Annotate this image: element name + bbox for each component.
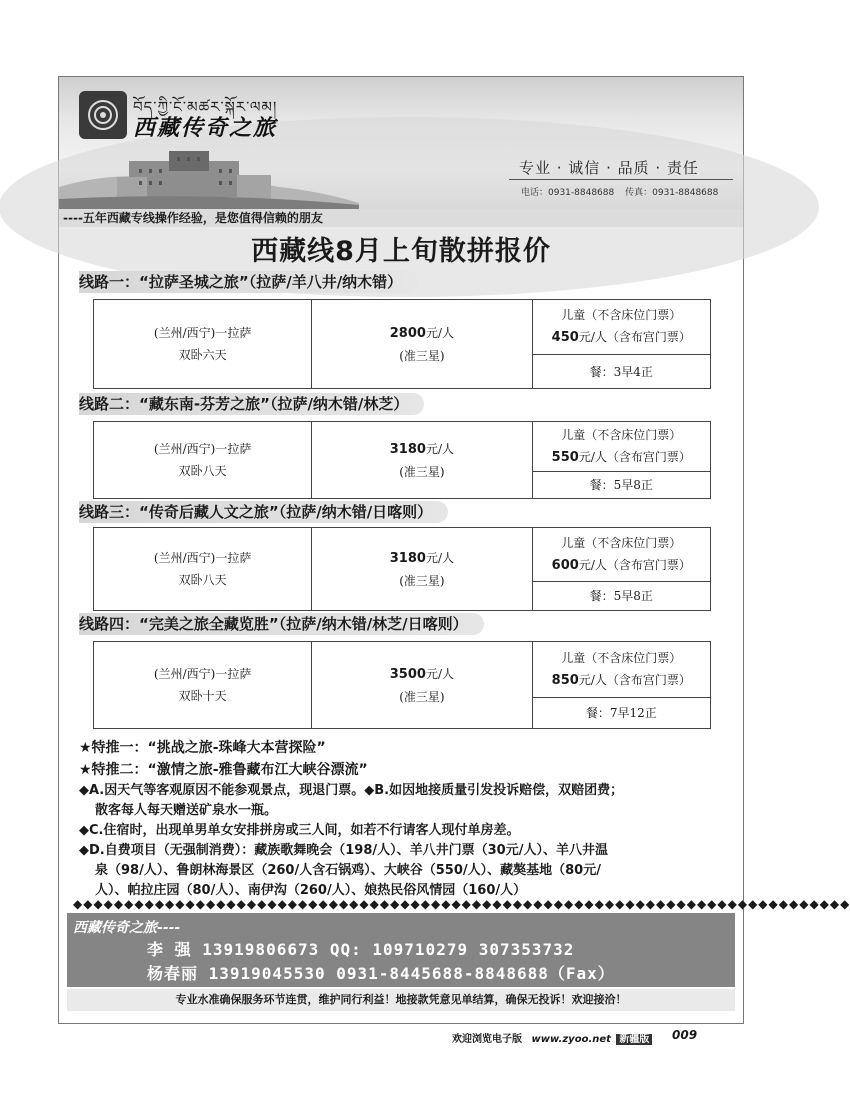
- child-label: 儿童（不含床位门票）: [561, 308, 682, 323]
- main-title: 西藏线8月上旬散拼报价: [251, 236, 551, 267]
- route-price: 2800: [389, 325, 426, 341]
- route-price-unit: 元/人: [425, 441, 454, 456]
- child-price: 550: [551, 449, 579, 465]
- route-1-table: [93, 299, 711, 389]
- route-hotel: (准三星): [399, 689, 445, 704]
- route-price-unit: 元/人: [425, 550, 454, 565]
- route-origin-cell: [94, 300, 312, 389]
- route-2-title: 线路二：“藏东南-芬芳之旅”（拉萨/纳木错/林芝）: [79, 393, 424, 415]
- note-d-cont-1: 泉（98/人）、鲁朗林海景区（260/人含石锅鸡）、大峡谷（550/人）、藏獒基地（80元/: [95, 863, 601, 878]
- potala-palace-icon: [59, 147, 359, 209]
- note-c: ◆C.住宿时，出现单男单女安排拼房或三人间，如若不行请客人现付单房差。: [79, 823, 520, 838]
- child-price-unit: 元/人（含布宫门票）: [578, 672, 691, 687]
- footer-slogan: 专业水准确保服务环节连贯，维护同行利益！地接款凭意见单结算，确保无投诉！欢迎接洽！: [67, 989, 735, 1011]
- route-price: 3500: [389, 666, 426, 682]
- route-price: 3180: [389, 550, 426, 566]
- child-price: 600: [551, 557, 579, 573]
- header-contact: [521, 185, 726, 198]
- route-price: 3180: [389, 441, 426, 457]
- route-3-table: [93, 527, 711, 611]
- route-origin: (兰州/西宁)一拉萨: [153, 326, 252, 340]
- child-price: 850: [551, 672, 579, 688]
- route-origin-cell: [94, 422, 312, 499]
- note-d-cont-2: 人）、帕拉庄园（80/人）、南伊沟（260/人）、娘热民俗风情园（160/人）: [95, 883, 527, 898]
- route-room: 双卧八天: [178, 464, 227, 478]
- route-room: 双卧八天: [178, 573, 227, 587]
- route-3-title: 线路三：“传奇后藏人文之旅”（拉萨/纳木错/日喀则）: [79, 501, 448, 523]
- slogan: 专业 · 诚信 · 品质 · 责任: [519, 159, 699, 177]
- meals: 餐：3早4正: [532, 354, 710, 388]
- child-price: 450: [551, 330, 579, 346]
- special-1: ★特推一：“挑战之旅-珠峰大本营探险”: [79, 740, 326, 756]
- route-price-unit: 元/人: [425, 666, 454, 681]
- logo-title: 西藏传奇之旅: [133, 115, 278, 141]
- child-price-unit: 元/人（含布宫门票）: [578, 557, 691, 572]
- notes-section: [79, 737, 729, 901]
- route-price-unit: 元/人: [425, 325, 454, 340]
- child-label: 儿童（不含床位门票）: [561, 427, 682, 442]
- child-price-cell: [532, 300, 710, 355]
- note-ab-cont: 散客每人每天赠送矿泉水一瓶。: [95, 803, 278, 818]
- route-price-cell: [312, 422, 532, 499]
- ad-page: [58, 76, 850, 1024]
- meals: 餐：7早12正: [532, 697, 710, 728]
- route-origin: (兰州/西宁)一拉萨: [153, 551, 252, 565]
- child-price-unit: 元/人（含布宫门票）: [578, 449, 691, 464]
- route-price-cell: [312, 528, 532, 611]
- contact-brand: 西藏传奇之旅----: [73, 920, 181, 936]
- header-fax: 传真：0931-8848688: [625, 188, 719, 198]
- route-2-table: [93, 421, 711, 499]
- slogan-divider: [509, 179, 733, 180]
- route-price-cell: [312, 300, 532, 389]
- route-hotel: (准三星): [399, 464, 445, 479]
- route-origin-cell: [94, 642, 312, 729]
- route-price-cell: [312, 642, 532, 729]
- header-banner: [59, 77, 743, 209]
- logo-seal-icon: [79, 91, 127, 139]
- tagline: ----五年西藏专线操作经验，是您值得信赖的朋友: [59, 209, 743, 227]
- diamond-divider: ◆◆◆◆◆◆◆◆◆◆◆◆◆◆◆◆◆◆◆◆◆◆◆◆◆◆◆◆◆◆◆◆◆◆◆◆◆◆◆◆◆◆◆◆◆◆◆◆◆◆◆◆◆◆◆◆◆◆◆◆◆◆◆◆◆◆◆◆◆◆◆◆◆◆◆◆: [73, 897, 850, 911]
- meals: 餐：5早8正: [532, 471, 710, 498]
- page-number: 009: [672, 1028, 698, 1042]
- edition-badge: 新疆版: [616, 1034, 652, 1045]
- route-hotel: (准三星): [399, 348, 445, 363]
- child-price-cell: [532, 422, 710, 472]
- meals: 餐：5早8正: [532, 581, 710, 610]
- website-link[interactable]: www.zyoo.net: [531, 1034, 611, 1045]
- route-origin: (兰州/西宁)一拉萨: [153, 442, 252, 456]
- route-origin-cell: [94, 528, 312, 611]
- welcome-text: 欢迎浏览电子版: [452, 1034, 522, 1045]
- contact-line-1: 李 强 13919806673 QQ: 109710279 307353732: [147, 940, 575, 959]
- note-d: ◆D.自费项目（无强制消费）：藏族歌舞晚会（198/人）、羊八井门票（30元/人）、羊八井温: [79, 843, 608, 858]
- page-footer: [452, 1030, 652, 1045]
- route-4-table: [93, 641, 711, 729]
- note-ab: ◆A.因天气等客观原因不能参观景点，现退门票。◆B.如因地接质量引发投诉赔偿，双赔团费；: [79, 783, 624, 798]
- tibetan-logo-text: བོད་ཀྱི་ངོ་མཚར་སྐོར་ལམ།: [133, 98, 278, 116]
- contact-line-2: 杨春丽 13919045530 0931-8445688-8848688（Fax）: [147, 964, 615, 983]
- route-room: 双卧十天: [178, 689, 227, 703]
- child-label: 儿童（不含床位门票）: [561, 535, 682, 550]
- child-price-cell: [532, 528, 710, 582]
- child-price-cell: [532, 642, 710, 698]
- route-room: 双卧六天: [178, 348, 227, 362]
- contact-box: [67, 913, 735, 987]
- route-hotel: (准三星): [399, 573, 445, 588]
- child-label: 儿童（不含床位门票）: [561, 650, 682, 665]
- header-phone: 电话：0931-8848688: [521, 188, 615, 198]
- route-origin: (兰州/西宁)一拉萨: [153, 667, 252, 681]
- special-2: ★特推二：“激情之旅-雅鲁藏布江大峡谷漂流”: [79, 762, 368, 778]
- child-price-unit: 元/人（含布宫门票）: [578, 330, 691, 345]
- route-1-title: 线路一：“拉萨圣城之旅”（拉萨/羊八井/纳木错）: [79, 271, 418, 293]
- route-4-title: 线路四：“完美之旅全藏览胜”（拉萨/纳木错/林芝/日喀则）: [79, 613, 484, 635]
